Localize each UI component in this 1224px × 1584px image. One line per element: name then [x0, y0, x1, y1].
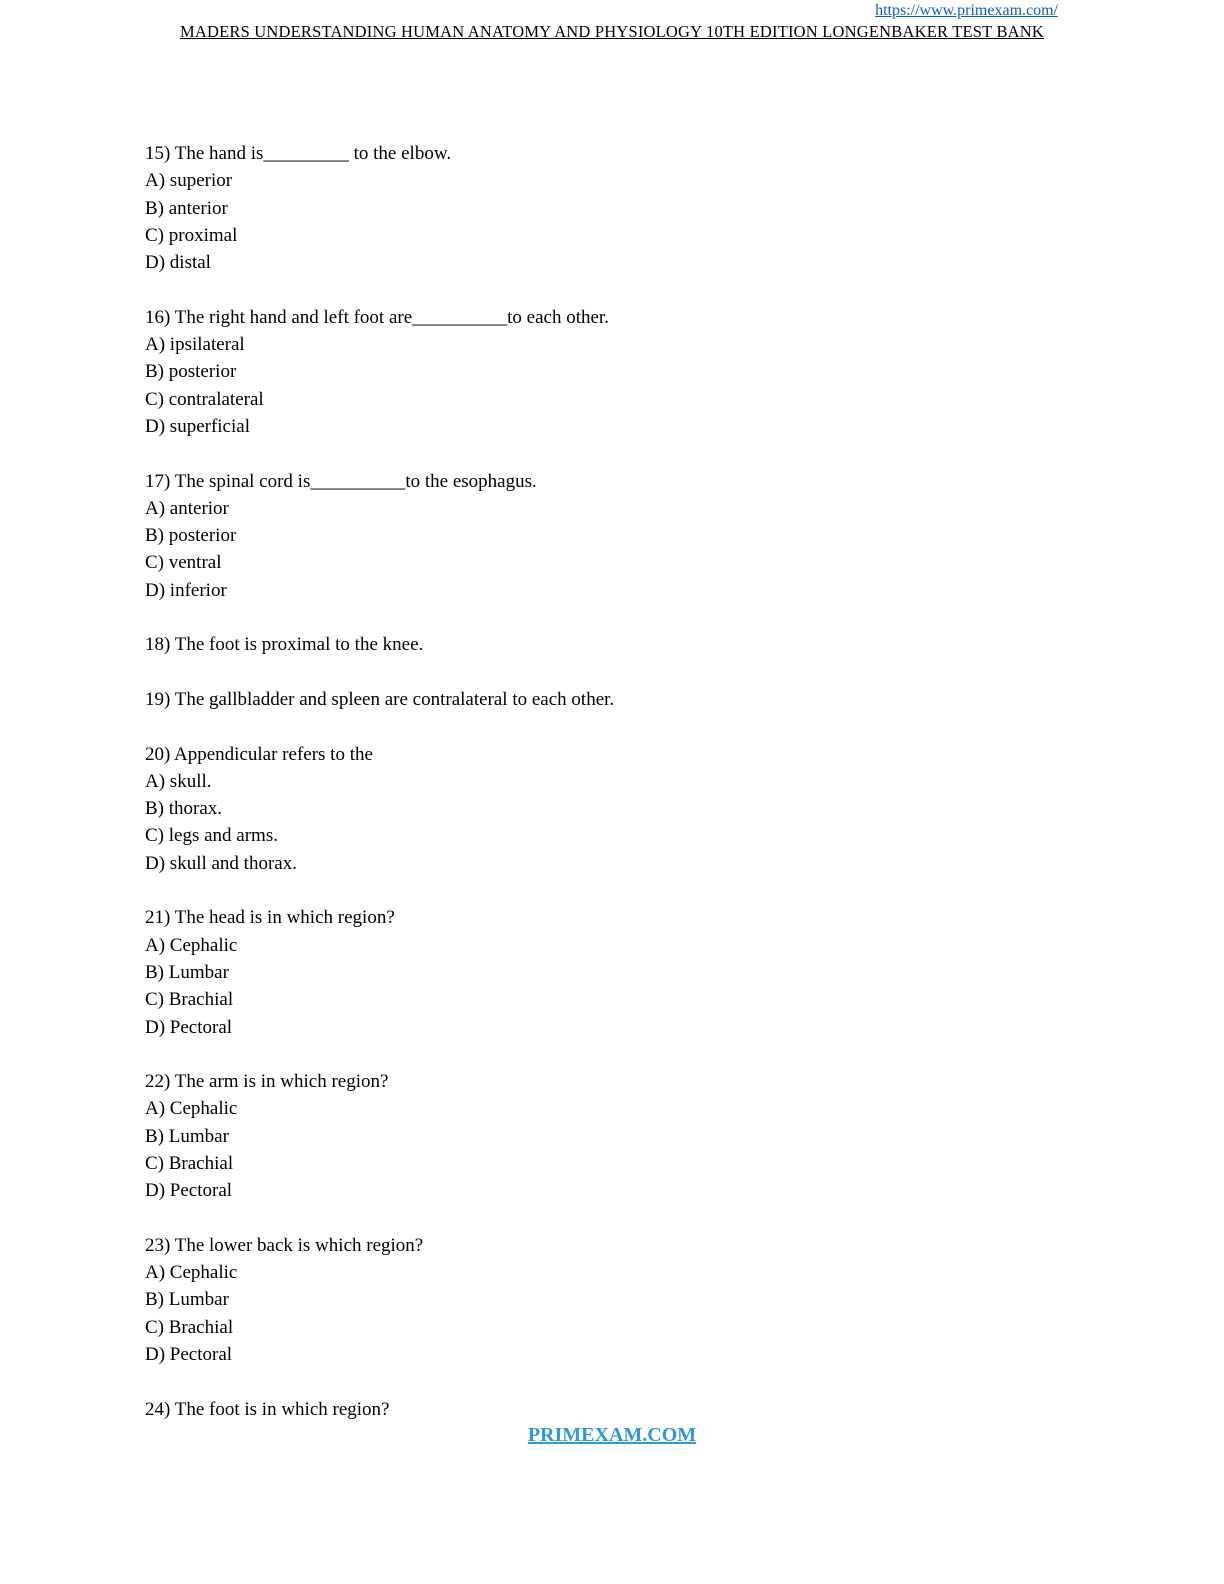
page-header-title: MADERS UNDERSTANDING HUMAN ANATOMY AND PHYSIOLOGY 10TH EDITION LONGENBAKER TEST BANK	[179, 22, 1044, 41]
answer-option: D) distal	[145, 252, 211, 274]
answer-option: B) anterior	[145, 197, 228, 219]
question-text: 15) The hand is_________ to the elbow.	[145, 143, 452, 164]
question-text: 20) Appendicular refers to the	[145, 743, 373, 765]
top-url-link[interactable]: https://www.primexam.com/	[875, 2, 1058, 19]
question-24	[145, 1396, 1085, 1423]
question-text: 23) The lower back is which region?	[145, 1234, 424, 1256]
answer-option: D) Pectoral	[145, 1180, 233, 1202]
question-18	[145, 631, 1085, 658]
answer-option: A) ipsilateral	[145, 334, 245, 356]
question-20	[145, 741, 1085, 877]
question-16	[145, 304, 1085, 440]
answer-option: B) thorax.	[145, 798, 223, 820]
question-text: 22) The arm is in which region?	[145, 1071, 389, 1093]
question-22	[145, 1068, 1085, 1204]
answer-option: A) Cephalic	[145, 934, 238, 956]
question-text: 18) The foot is proximal to the knee.	[145, 634, 424, 656]
question-text: 19) The gallbladder and spleen are contralateral to each other.	[145, 688, 615, 710]
page-footer	[0, 1424, 1224, 1447]
answer-option: A) Cephalic	[145, 1098, 238, 1120]
answer-option: C) Brachial	[145, 1152, 234, 1174]
question-19	[145, 686, 1085, 713]
footer-site-link[interactable]: PRIMEXAM.COM	[527, 1424, 697, 1446]
answer-option: D) inferior	[145, 579, 227, 601]
answer-option: B) Lumbar	[145, 961, 229, 983]
answer-option: A) superior	[145, 170, 233, 192]
answer-option: C) Brachial	[145, 1316, 234, 1338]
answer-option: A) skull.	[145, 770, 212, 792]
answer-option: B) posterior	[145, 525, 237, 547]
answer-option: A) Cephalic	[145, 1262, 238, 1284]
question-15	[145, 140, 1085, 276]
answer-option: C) Brachial	[145, 989, 234, 1011]
answer-option: C) contralateral	[145, 388, 264, 410]
question-21	[145, 904, 1085, 1040]
answer-option: D) skull and thorax.	[145, 852, 297, 874]
question-text: 24) The foot is in which region?	[145, 1398, 390, 1420]
answer-option: D) Pectoral	[145, 1344, 233, 1366]
question-list	[145, 140, 1085, 1450]
answer-option: D) superficial	[145, 415, 250, 437]
answer-option: D) Pectoral	[145, 1016, 233, 1038]
answer-option: B) Lumbar	[145, 1125, 229, 1147]
answer-option: B) posterior	[145, 361, 237, 383]
answer-option: C) ventral	[145, 552, 222, 574]
question-text: 21) The head is in which region?	[145, 907, 395, 929]
question-23	[145, 1232, 1085, 1368]
answer-option: B) Lumbar	[145, 1289, 229, 1311]
answer-option: A) anterior	[145, 497, 229, 519]
question-text: 17) The spinal cord is__________to the esophagus.	[145, 470, 537, 492]
answer-option: C) proximal	[145, 224, 238, 246]
question-17	[145, 468, 1085, 604]
answer-option: C) legs and arms.	[145, 825, 278, 847]
question-text: 16) The right hand and left foot are__________to each other.	[145, 306, 609, 328]
